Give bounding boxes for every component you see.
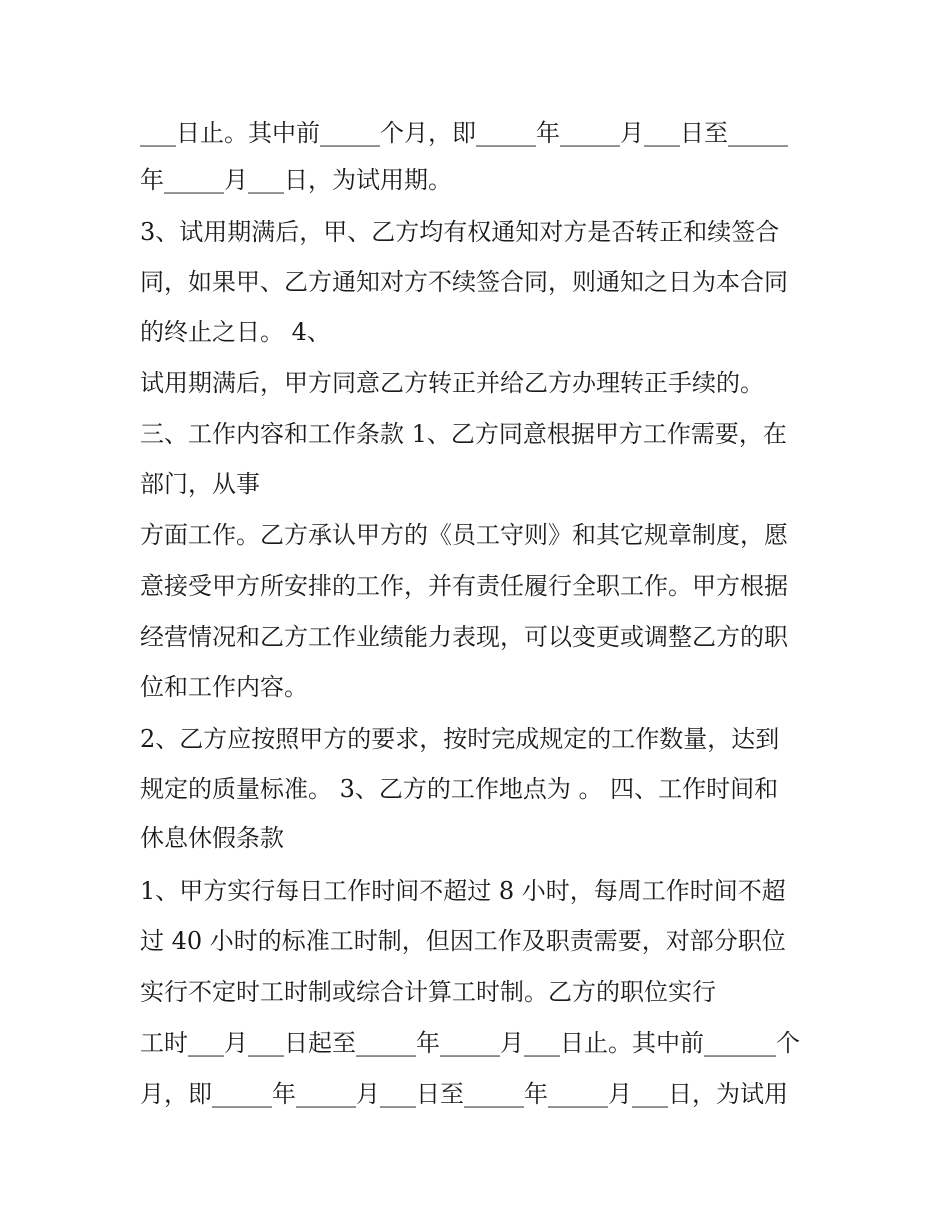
text-line: 部门，从事 xyxy=(140,470,260,498)
text-line: 意接受甲方所安排的工作，并有责任履行全职工作。甲方根据 xyxy=(140,572,788,600)
text-line: 同，如果甲、乙方通知对方不续签合同，则通知之日为本合同 xyxy=(140,268,788,296)
text-line: 年_____月___日，为试用期。 xyxy=(140,166,452,194)
text-line: 位和工作内容。 xyxy=(140,673,308,701)
text-line: 的终止之日。 4、 xyxy=(140,318,331,346)
text-line: 1、甲方实行每日工作时间不超过 8 小时，每周工作时间不超 xyxy=(140,877,786,905)
text-line: 试用期满后，甲方同意乙方转正并给乙方办理转正手续的。 xyxy=(140,369,764,397)
text-line: 过 40 小时的标准工时制，但因工作及职责需要，对部分职位 xyxy=(140,927,786,955)
text-line: 工时___月___日起至_____年_____月___日止。其中前______个 xyxy=(140,1029,800,1057)
text-line: 月，即_____年_____月___日至_____年_____月___日，为试用 xyxy=(140,1080,788,1108)
text-line: 规定的质量标准。 3、乙方的工作地点为 。 四、工作时间和 xyxy=(140,775,779,803)
text-line: 三、工作内容和工作条款 1、乙方同意根据甲方工作需要，在 xyxy=(140,420,787,448)
text-line: 方面工作。乙方承认甲方的《员工守则》和其它规章制度，愿 xyxy=(140,521,788,549)
text-line: 3、试用期满后，甲、乙方均有权通知对方是否转正和续签合 xyxy=(140,218,780,246)
text-line: ___日止。其中前_____个月，即_____年_____月___日至_____ xyxy=(140,119,788,147)
text-line: 经营情况和乙方工作业绩能力表现，可以变更或调整乙方的职 xyxy=(140,623,788,651)
text-line: 2、乙方应按照甲方的要求，按时完成规定的工作数量，达到 xyxy=(140,725,780,753)
text-line: 休息休假条款 xyxy=(140,824,284,852)
text-line: 实行不定时工时制或综合计算工时制。乙方的职位实行 xyxy=(140,978,716,1006)
